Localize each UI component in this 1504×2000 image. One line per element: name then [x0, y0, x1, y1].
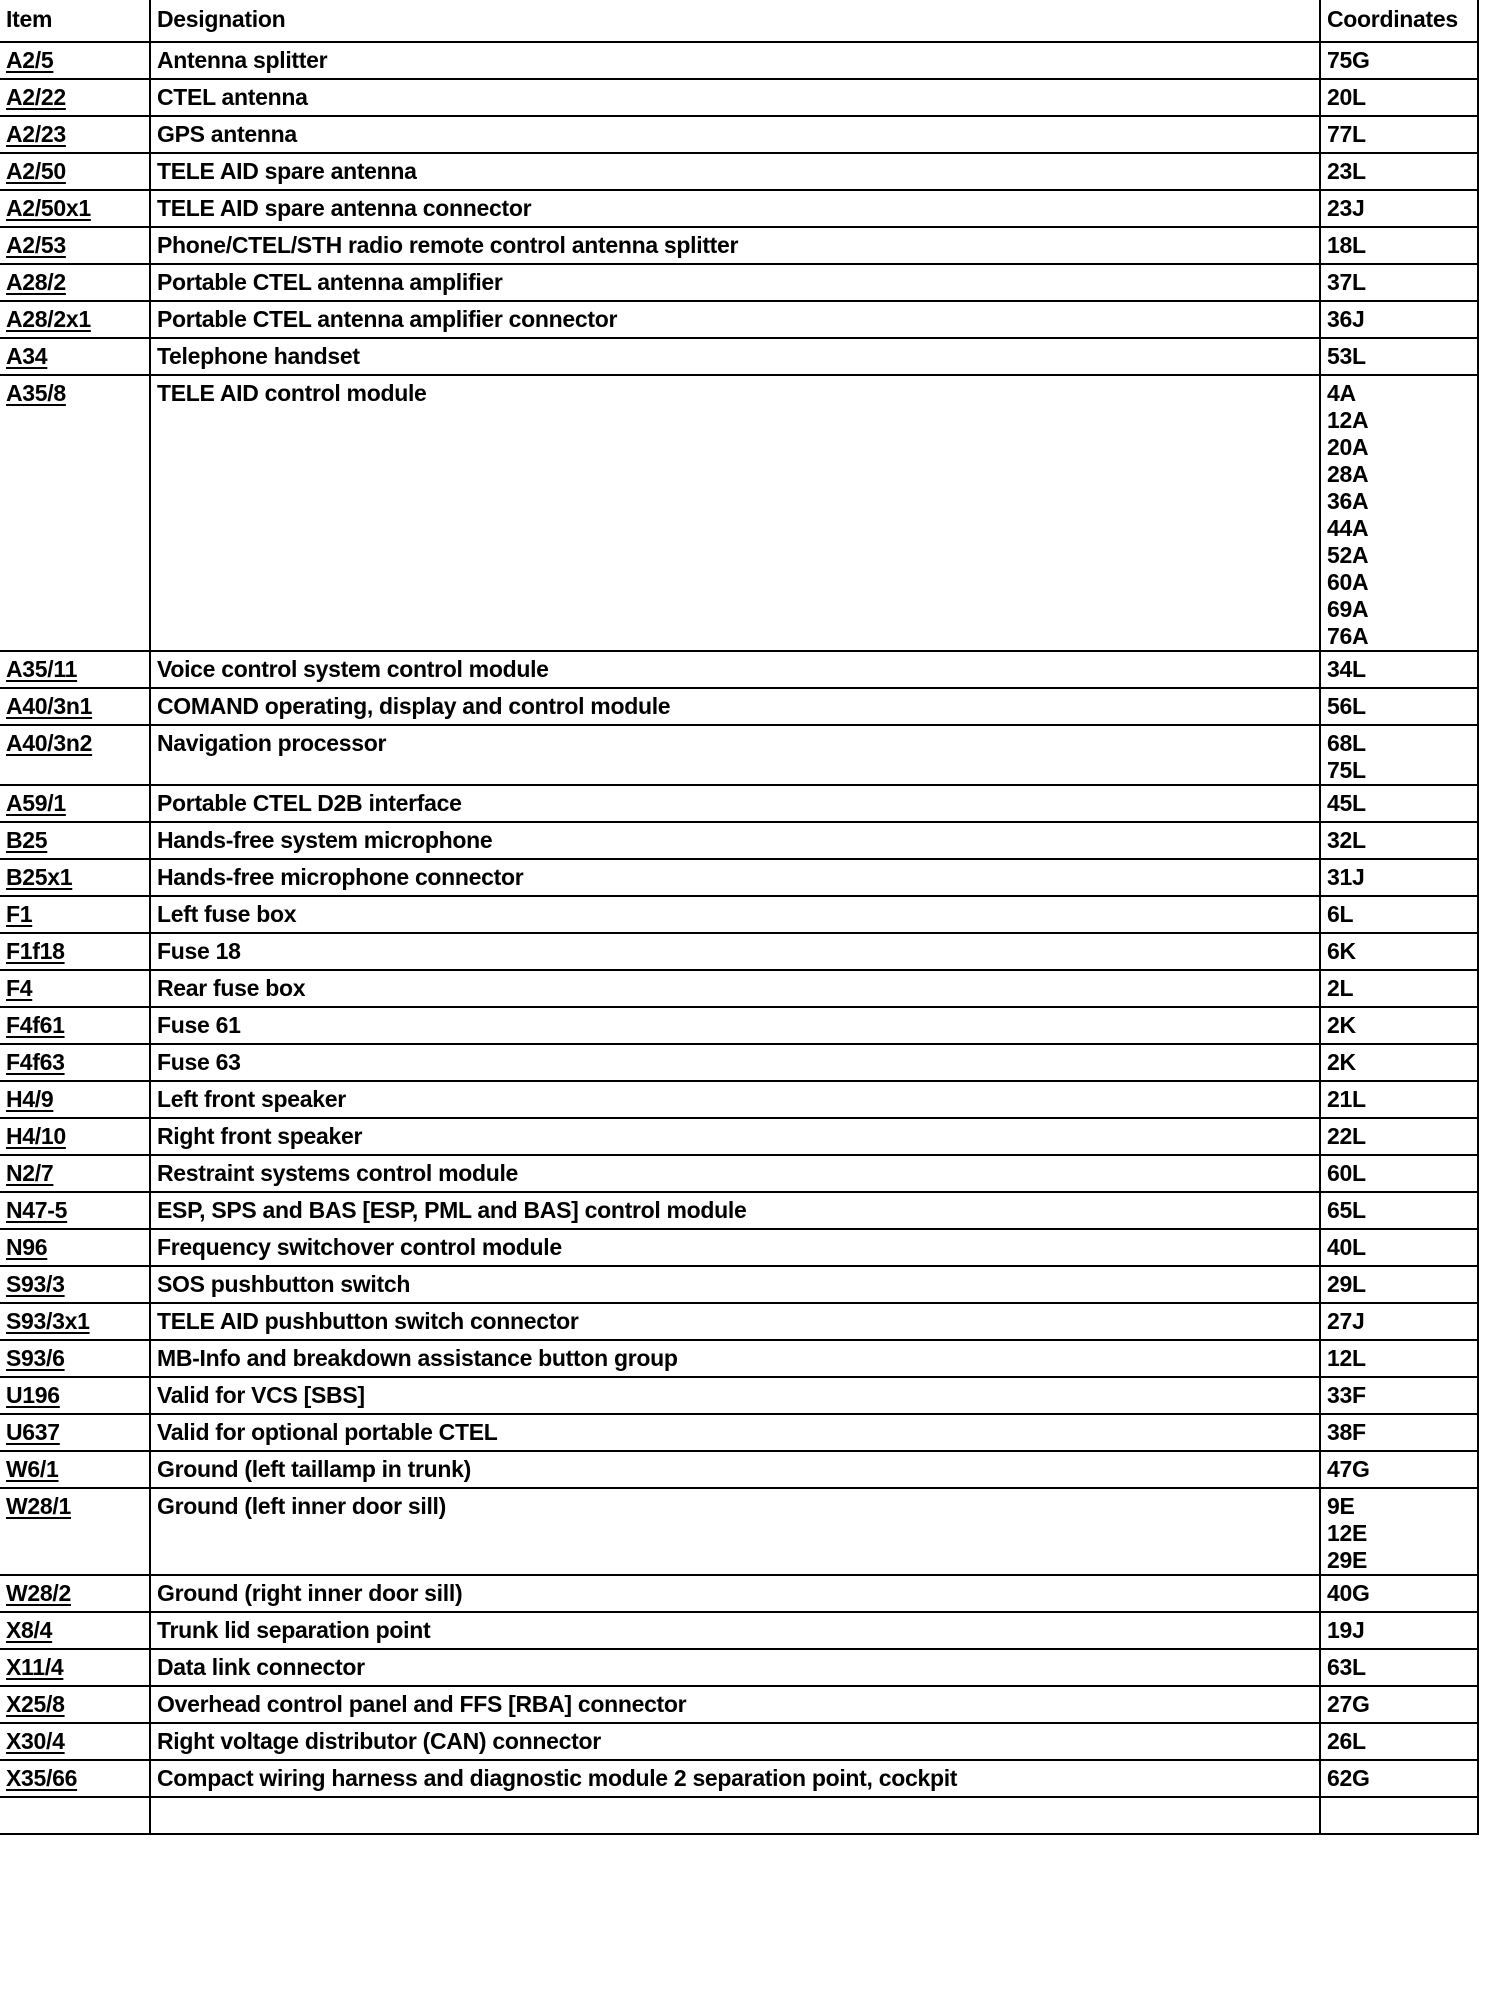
- item-cell: [0, 1723, 150, 1760]
- designation-cell: Hands-free system microphone: [150, 822, 1320, 859]
- coordinate-value: 76A: [1327, 623, 1369, 649]
- item-link[interactable]: A2/50x1: [6, 195, 91, 221]
- designation-cell: CTEL antenna: [150, 79, 1320, 116]
- table-row: [0, 1414, 1478, 1451]
- table-row: [0, 1303, 1478, 1340]
- table-row: [0, 785, 1478, 822]
- designation-cell: TELE AID control module: [150, 375, 1320, 651]
- coordinate-value: 27G: [1327, 1691, 1370, 1717]
- coordinate-value: 52A: [1327, 542, 1369, 568]
- item-cell: [0, 1649, 150, 1686]
- coordinates-cell: [1320, 1044, 1478, 1081]
- item-cell: [0, 651, 150, 688]
- item-link[interactable]: F4f61: [6, 1012, 65, 1038]
- coordinates-cell: [1320, 264, 1478, 301]
- coordinate-value: 9E: [1327, 1493, 1355, 1519]
- coordinates-cell: [1320, 1155, 1478, 1192]
- table-row: [0, 375, 1478, 651]
- designation-cell: Portable CTEL antenna amplifier connector: [150, 301, 1320, 338]
- item-link[interactable]: F4: [6, 975, 33, 1001]
- coordinate-value: 23L: [1327, 158, 1366, 184]
- coordinate-value: 75G: [1327, 47, 1370, 73]
- coordinates-cell: [1320, 1686, 1478, 1723]
- table-body: [0, 42, 1478, 1834]
- table-row: [0, 301, 1478, 338]
- coordinates-cell: [1320, 1612, 1478, 1649]
- coordinate-value: 34L: [1327, 656, 1366, 682]
- table-row: [0, 651, 1478, 688]
- coordinates-cell: [1320, 1303, 1478, 1340]
- table-row: [0, 1266, 1478, 1303]
- item-cell: [0, 1488, 150, 1575]
- empty-cell: [0, 1797, 150, 1834]
- table-row: [0, 116, 1478, 153]
- item-link[interactable]: A2/50: [6, 158, 66, 184]
- item-link[interactable]: A2/22: [6, 84, 66, 110]
- table-row: [0, 264, 1478, 301]
- designation-cell: Fuse 18: [150, 933, 1320, 970]
- item-cell: [0, 1192, 150, 1229]
- coordinates-cell: [1320, 1007, 1478, 1044]
- item-cell: [0, 1686, 150, 1723]
- item-link[interactable]: X35/66: [6, 1765, 78, 1791]
- item-link[interactable]: A2/23: [6, 121, 66, 147]
- designation-cell: Telephone handset: [150, 338, 1320, 375]
- coordinate-value: 40G: [1327, 1580, 1370, 1606]
- coordinates-cell: [1320, 933, 1478, 970]
- item-cell: [0, 1303, 150, 1340]
- designation-cell: Frequency switchover control module: [150, 1229, 1320, 1266]
- item-link[interactable]: B25: [6, 827, 48, 853]
- item-cell: [0, 79, 150, 116]
- coordinates-cell: [1320, 190, 1478, 227]
- coordinate-value: 12L: [1327, 1345, 1366, 1371]
- item-cell: [0, 933, 150, 970]
- coordinate-value: 45L: [1327, 790, 1366, 816]
- coordinates-cell: [1320, 375, 1478, 651]
- coordinate-value: 33F: [1327, 1382, 1366, 1408]
- item-cell: [0, 301, 150, 338]
- designation-cell: ESP, SPS and BAS [ESP, PML and BAS] control module: [150, 1192, 1320, 1229]
- designation-cell: Left fuse box: [150, 896, 1320, 933]
- coordinate-value: 62G: [1327, 1765, 1370, 1791]
- coordinate-value: 77L: [1327, 121, 1366, 147]
- item-link[interactable]: F4f63: [6, 1049, 65, 1075]
- header-coordinates: Coordinates: [1320, 0, 1478, 42]
- item-link[interactable]: U637: [6, 1419, 60, 1445]
- coordinate-value: 6K: [1327, 938, 1356, 964]
- designation-cell: Valid for VCS [SBS]: [150, 1377, 1320, 1414]
- item-cell: [0, 1118, 150, 1155]
- item-link[interactable]: H4/10: [6, 1123, 66, 1149]
- coordinate-value: 2K: [1327, 1049, 1356, 1075]
- coordinate-value: 69A: [1327, 596, 1369, 622]
- item-cell: [0, 688, 150, 725]
- table-row: [0, 1377, 1478, 1414]
- coordinate-value: 12E: [1327, 1520, 1368, 1546]
- item-link[interactable]: W28/1: [6, 1493, 71, 1519]
- item-cell: [0, 375, 150, 651]
- item-cell: [0, 190, 150, 227]
- table-row: [0, 153, 1478, 190]
- item-link[interactable]: N2/7: [6, 1160, 54, 1186]
- table-row: [0, 190, 1478, 227]
- coordinates-cell: [1320, 1760, 1478, 1797]
- item-link[interactable]: N47-5: [6, 1197, 68, 1223]
- table-row: [0, 1649, 1478, 1686]
- item-cell: [0, 785, 150, 822]
- coordinate-value: 18L: [1327, 232, 1366, 258]
- coordinates-cell: [1320, 301, 1478, 338]
- coordinate-value: 68L: [1327, 730, 1366, 756]
- table-row: [0, 1686, 1478, 1723]
- table-row: [0, 725, 1478, 785]
- coordinate-value: 27J: [1327, 1308, 1365, 1334]
- coordinates-cell: [1320, 79, 1478, 116]
- item-cell: [0, 153, 150, 190]
- item-link[interactable]: S93/3x1: [6, 1308, 90, 1334]
- designation-cell: Right voltage distributor (CAN) connector: [150, 1723, 1320, 1760]
- item-link[interactable]: A40/3n1: [6, 693, 93, 719]
- designation-cell: COMAND operating, display and control module: [150, 688, 1320, 725]
- coordinates-cell: [1320, 1649, 1478, 1686]
- coordinate-value: 28A: [1327, 461, 1369, 487]
- designation-cell: SOS pushbutton switch: [150, 1266, 1320, 1303]
- designation-cell: Restraint systems control module: [150, 1155, 1320, 1192]
- designation-cell: Fuse 61: [150, 1007, 1320, 1044]
- coordinate-value: 4A: [1327, 380, 1356, 406]
- coordinates-cell: [1320, 227, 1478, 264]
- header-item: Item: [0, 0, 150, 42]
- coordinate-value: 2L: [1327, 975, 1354, 1001]
- coordinates-cell: [1320, 1192, 1478, 1229]
- item-link[interactable]: X8/4: [6, 1617, 53, 1643]
- coordinate-value: 65L: [1327, 1197, 1366, 1223]
- coordinates-cell: [1320, 896, 1478, 933]
- item-cell: [0, 1414, 150, 1451]
- coordinates-cell: [1320, 1723, 1478, 1760]
- item-cell: [0, 1081, 150, 1118]
- coordinates-cell: [1320, 970, 1478, 1007]
- designation-cell: Right front speaker: [150, 1118, 1320, 1155]
- item-link[interactable]: A35/8: [6, 380, 66, 406]
- designation-cell: Antenna splitter: [150, 42, 1320, 79]
- coordinates-cell: [1320, 725, 1478, 785]
- item-cell: [0, 1007, 150, 1044]
- coordinate-value: 63L: [1327, 1654, 1366, 1680]
- item-cell: [0, 1575, 150, 1612]
- header-designation: Designation: [150, 0, 1320, 42]
- item-link[interactable]: A28/2: [6, 269, 66, 295]
- item-cell: [0, 1340, 150, 1377]
- header-row: [0, 0, 1478, 42]
- item-cell: [0, 1155, 150, 1192]
- coordinate-value: 29E: [1327, 1547, 1368, 1573]
- item-cell: [0, 338, 150, 375]
- designation-cell: Overhead control panel and FFS [RBA] connector: [150, 1686, 1320, 1723]
- table-row: [0, 1760, 1478, 1797]
- item-cell: [0, 1760, 150, 1797]
- table-row: [0, 896, 1478, 933]
- coordinate-value: 36J: [1327, 306, 1365, 332]
- designation-cell: Portable CTEL antenna amplifier: [150, 264, 1320, 301]
- coordinate-value: 40L: [1327, 1234, 1366, 1260]
- coordinate-value: 20L: [1327, 84, 1366, 110]
- table-row: [0, 1192, 1478, 1229]
- coordinates-cell: [1320, 1266, 1478, 1303]
- coordinates-cell: [1320, 1377, 1478, 1414]
- table-row: [0, 1007, 1478, 1044]
- table-row: [0, 338, 1478, 375]
- coordinates-cell: [1320, 859, 1478, 896]
- designation-cell: Ground (left taillamp in trunk): [150, 1451, 1320, 1488]
- item-cell: [0, 264, 150, 301]
- item-cell: [0, 970, 150, 1007]
- item-cell: [0, 822, 150, 859]
- designation-cell: Data link connector: [150, 1649, 1320, 1686]
- table-row: [0, 79, 1478, 116]
- coordinate-value: 56L: [1327, 693, 1366, 719]
- coordinate-value: 2K: [1327, 1012, 1356, 1038]
- coordinates-cell: [1320, 42, 1478, 79]
- item-link[interactable]: F1: [6, 901, 33, 927]
- item-link[interactable]: X11/4: [6, 1654, 64, 1680]
- item-cell: [0, 1229, 150, 1266]
- coordinates-cell: [1320, 1488, 1478, 1575]
- coordinate-value: 19J: [1327, 1617, 1365, 1643]
- item-link[interactable]: A2/5: [6, 47, 54, 73]
- item-link[interactable]: A28/2x1: [6, 306, 91, 332]
- coordinate-value: 32L: [1327, 827, 1366, 853]
- designation-cell: Fuse 63: [150, 1044, 1320, 1081]
- coordinate-value: 60A: [1327, 569, 1369, 595]
- item-cell: [0, 227, 150, 264]
- table-row-stub: [0, 1797, 1478, 1834]
- coordinates-cell: [1320, 116, 1478, 153]
- table-row: [0, 227, 1478, 264]
- designation-cell: GPS antenna: [150, 116, 1320, 153]
- designation-cell: Phone/CTEL/STH radio remote control antenna splitter: [150, 227, 1320, 264]
- table-row: [0, 1451, 1478, 1488]
- table-row: [0, 1081, 1478, 1118]
- empty-cell: [150, 1797, 1320, 1834]
- table-row: [0, 1488, 1478, 1575]
- table-row: [0, 1118, 1478, 1155]
- designation-cell: Rear fuse box: [150, 970, 1320, 1007]
- table-row: [0, 1044, 1478, 1081]
- coordinates-cell: [1320, 153, 1478, 190]
- table-row: [0, 822, 1478, 859]
- empty-cell: [1320, 1797, 1478, 1834]
- item-cell: [0, 42, 150, 79]
- coordinate-value: 12A: [1327, 407, 1369, 433]
- designation-cell: TELE AID spare antenna connector: [150, 190, 1320, 227]
- designation-cell: Left front speaker: [150, 1081, 1320, 1118]
- coordinate-value: 38F: [1327, 1419, 1366, 1445]
- table-row: [0, 1575, 1478, 1612]
- coordinate-value: 26L: [1327, 1728, 1366, 1754]
- coordinate-value: 60L: [1327, 1160, 1366, 1186]
- coordinates-cell: [1320, 1451, 1478, 1488]
- coordinate-value: 6L: [1327, 901, 1354, 927]
- item-link[interactable]: W6/1: [6, 1456, 59, 1482]
- designation-cell: TELE AID spare antenna: [150, 153, 1320, 190]
- designation-cell: Navigation processor: [150, 725, 1320, 785]
- item-link[interactable]: W28/2: [6, 1580, 71, 1606]
- item-link[interactable]: A34: [6, 343, 48, 369]
- designation-cell: Trunk lid separation point: [150, 1612, 1320, 1649]
- item-link[interactable]: S93/6: [6, 1345, 65, 1371]
- item-link[interactable]: U196: [6, 1382, 60, 1408]
- item-cell: [0, 859, 150, 896]
- coordinates-cell: [1320, 1081, 1478, 1118]
- coordinates-cell: [1320, 688, 1478, 725]
- coordinate-value: 44A: [1327, 515, 1369, 541]
- coordinate-value: 23J: [1327, 195, 1365, 221]
- designation-cell: Ground (left inner door sill): [150, 1488, 1320, 1575]
- coordinates-cell: [1320, 651, 1478, 688]
- coordinate-value: 21L: [1327, 1086, 1366, 1112]
- item-cell: [0, 1612, 150, 1649]
- coordinates-cell: [1320, 822, 1478, 859]
- coordinate-value: 47G: [1327, 1456, 1370, 1482]
- coordinates-cell: [1320, 1229, 1478, 1266]
- coordinate-value: 31J: [1327, 864, 1365, 890]
- coordinates-cell: [1320, 338, 1478, 375]
- coordinate-value: 20A: [1327, 434, 1369, 460]
- coordinate-value: 75L: [1327, 757, 1366, 783]
- item-cell: [0, 1377, 150, 1414]
- table-row: [0, 1229, 1478, 1266]
- item-cell: [0, 1451, 150, 1488]
- table-row: [0, 688, 1478, 725]
- item-link[interactable]: B25x1: [6, 864, 73, 890]
- coordinates-cell: [1320, 1340, 1478, 1377]
- coordinate-value: 29L: [1327, 1271, 1366, 1297]
- table-row: [0, 859, 1478, 896]
- table-row: [0, 1612, 1478, 1649]
- coordinate-value: 37L: [1327, 269, 1366, 295]
- table-row: [0, 1723, 1478, 1760]
- designation-cell: Hands-free microphone connector: [150, 859, 1320, 896]
- table-row: [0, 42, 1478, 79]
- designation-cell: Ground (right inner door sill): [150, 1575, 1320, 1612]
- coordinate-value: 22L: [1327, 1123, 1366, 1149]
- designation-cell: Voice control system control module: [150, 651, 1320, 688]
- item-link[interactable]: A59/1: [6, 790, 66, 816]
- item-link[interactable]: N96: [6, 1234, 48, 1260]
- coordinates-cell: [1320, 785, 1478, 822]
- coordinates-cell: [1320, 1575, 1478, 1612]
- table-row: [0, 1155, 1478, 1192]
- table-row: [0, 1340, 1478, 1377]
- designation-cell: Compact wiring harness and diagnostic module 2 separation point, cockpit: [150, 1760, 1320, 1797]
- designation-cell: MB-Info and breakdown assistance button group: [150, 1340, 1320, 1377]
- designation-cell: TELE AID pushbutton switch connector: [150, 1303, 1320, 1340]
- coordinates-cell: [1320, 1118, 1478, 1155]
- item-cell: [0, 116, 150, 153]
- table-row: [0, 970, 1478, 1007]
- item-link[interactable]: A40/3n2: [6, 730, 93, 756]
- item-link[interactable]: A2/53: [6, 232, 66, 258]
- item-link[interactable]: X25/8: [6, 1691, 65, 1717]
- item-link[interactable]: H4/9: [6, 1086, 54, 1112]
- item-link[interactable]: S93/3: [6, 1271, 65, 1297]
- item-cell: [0, 1266, 150, 1303]
- coordinate-value: 36A: [1327, 488, 1369, 514]
- coordinate-value: 53L: [1327, 343, 1366, 369]
- item-link[interactable]: F1f18: [6, 938, 65, 964]
- item-cell: [0, 1044, 150, 1081]
- coordinates-cell: [1320, 1414, 1478, 1451]
- item-cell: [0, 896, 150, 933]
- table-row: [0, 933, 1478, 970]
- item-cell: [0, 725, 150, 785]
- item-link[interactable]: X30/4: [6, 1728, 65, 1754]
- designation-cell: Valid for optional portable CTEL: [150, 1414, 1320, 1451]
- designation-cell: Portable CTEL D2B interface: [150, 785, 1320, 822]
- item-link[interactable]: A35/11: [6, 656, 78, 682]
